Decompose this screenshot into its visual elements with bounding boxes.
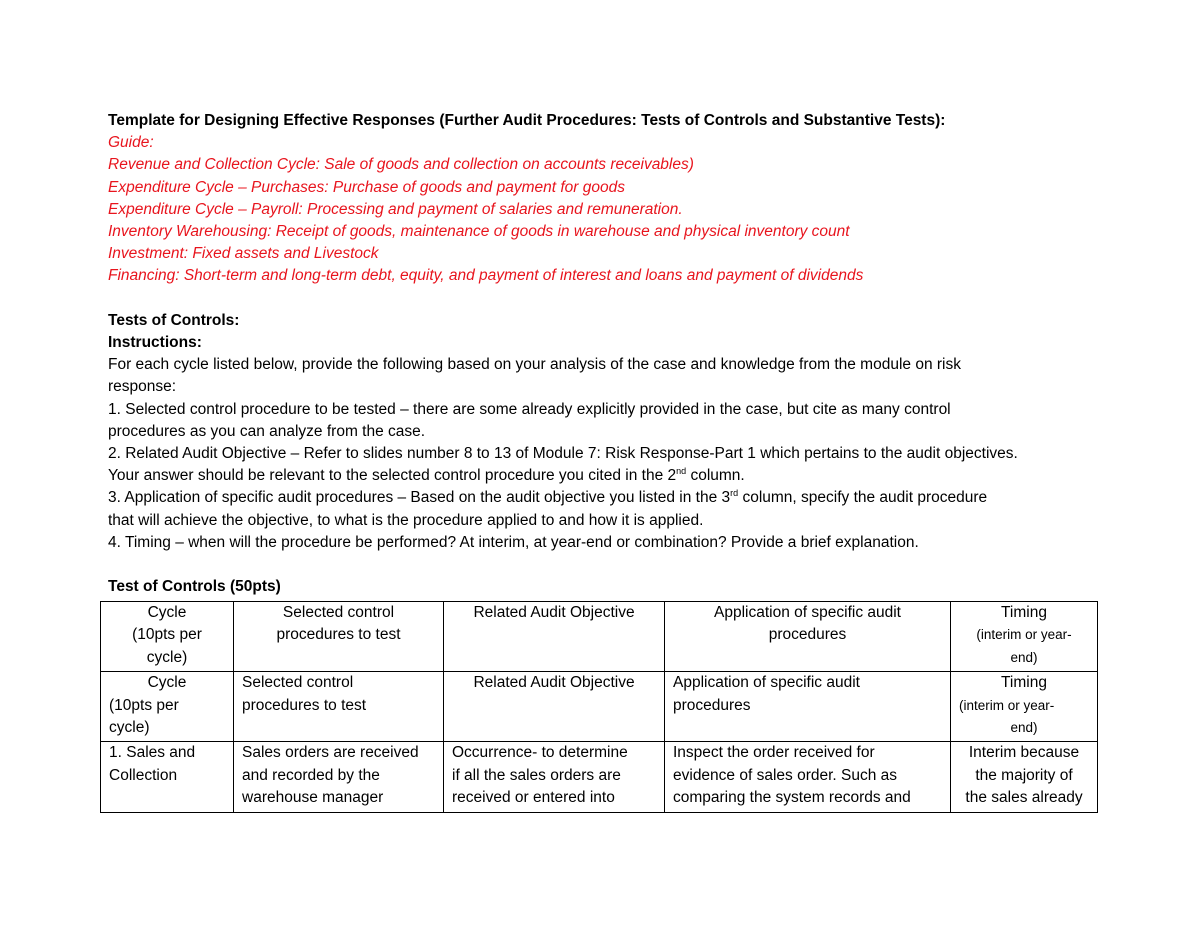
table-header-row-repeat — [101, 672, 1098, 742]
instructions-intro-cont: response: — [108, 378, 177, 396]
instruction-item-1: 1. Selected control procedure to be tested – there are some already explicitly provided in the case, but cite as many control — [108, 400, 951, 418]
header2-cycle: Cycle (10pts per cycle) — [101, 672, 234, 742]
guide-item: Investment: Fixed assets and Livestock — [108, 245, 379, 263]
row-objective: Occurrence- to determine if all the sales orders are received or entered into — [444, 742, 665, 812]
instruction-item-3-cont: that will achieve the objective, to what is the procedure applied to and how it is applied. — [108, 511, 704, 529]
document-heading: Template for Designing Effective Responses (Further Audit Procedures: Tests of Controls and Substantive Tests): — [108, 112, 946, 129]
guide-item: Expenditure Cycle – Purchases: Purchase of goods and payment for goods — [108, 178, 625, 196]
row-control: Sales orders are received and recorded by the warehouse manager — [234, 742, 444, 812]
guide-label: Guide: — [108, 134, 154, 152]
row-cycle: 1. Sales and Collection — [101, 742, 234, 812]
header-control: Selected control procedures to test — [234, 602, 444, 672]
instructions-label: Instructions: — [108, 334, 202, 352]
table-row — [101, 742, 1098, 812]
guide-item: Inventory Warehousing: Receipt of goods, maintenance of goods in warehouse and physical inventory count — [108, 223, 850, 241]
header-objective: Related Audit Objective — [444, 602, 665, 672]
header-timing: Timing (interim or year- end) — [951, 602, 1098, 672]
guide-item: Expenditure Cycle – Payroll: Processing and payment of salaries and remuneration. — [108, 200, 683, 218]
instructions-intro: For each cycle listed below, provide the following based on your analysis of the case and knowledge from the module on risk — [108, 356, 961, 374]
row-timing: Interim because the majority of the sales already — [951, 742, 1098, 812]
instruction-item-2-cont: Your answer should be relevant to the selected control procedure you cited in the 2nd column. — [108, 466, 745, 485]
instruction-item-1-cont: procedures as you can analyze from the case. — [108, 422, 426, 440]
header-cycle: Cycle (10pts per cycle) — [101, 602, 234, 672]
instruction-item-4: 4. Timing – when will the procedure be performed? At interim, at year-end or combination? Provide a brief explanation. — [108, 533, 919, 551]
table-header-row — [101, 602, 1098, 672]
guide-item: Revenue and Collection Cycle: Sale of goods and collection on accounts receivables) — [108, 156, 694, 174]
table-title: Test of Controls (50pts) — [108, 578, 281, 596]
tests-title: Tests of Controls: — [108, 311, 240, 329]
header-application: Application of specific audit procedures — [665, 602, 951, 672]
instruction-item-2: 2. Related Audit Objective – Refer to slides number 8 to 13 of Module 7: Risk Response-Part 1 which pertains to the audit objectives. — [108, 445, 1018, 463]
header2-control: Selected control procedures to test — [234, 672, 444, 742]
header2-application: Application of specific audit procedures — [665, 672, 951, 742]
spacer — [108, 288, 1098, 310]
instruction-item-3: 3. Application of specific audit procedures – Based on the audit objective you listed in the 3rd column, specify the audit procedure — [108, 488, 988, 507]
test-of-controls-table — [100, 601, 1098, 813]
document-body — [108, 110, 1098, 598]
guide-item: Financing: Short-term and long-term debt, equity, and payment of interest and loans and payment of dividends — [108, 267, 864, 285]
header2-objective: Related Audit Objective — [444, 672, 665, 742]
header2-timing: Timing (interim or year- end) — [951, 672, 1098, 742]
spacer — [108, 554, 1098, 576]
row-application: Inspect the order received for evidence of sales order. Such as comparing the system records and — [665, 742, 951, 812]
